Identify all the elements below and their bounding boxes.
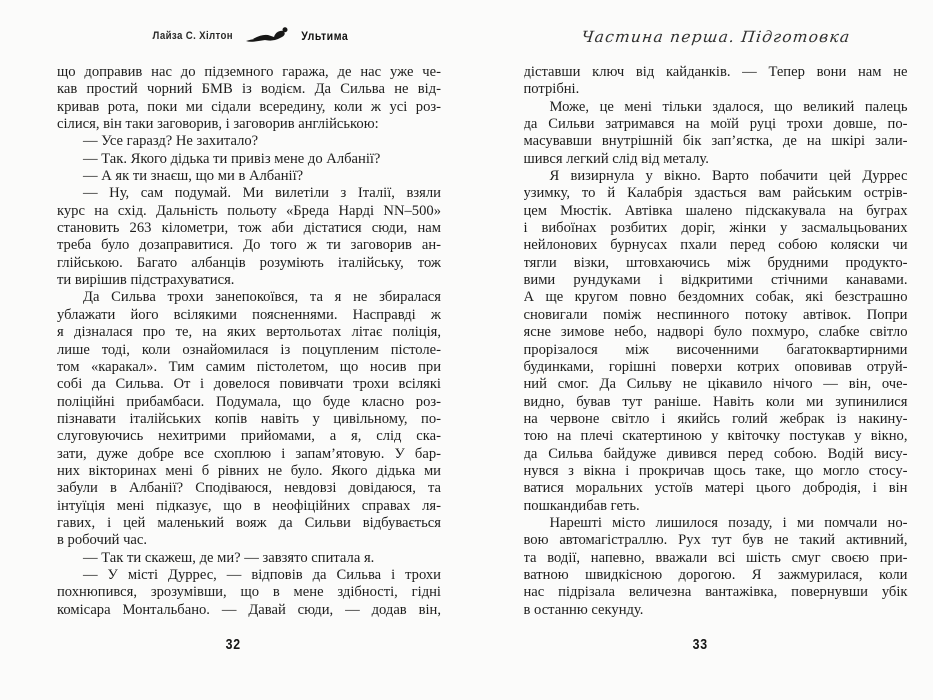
text-line: А ще кругом повно бездомних собак, які безстрашно: [523, 289, 908, 306]
text-line: том «каракал». Тим самим пістолетом, що носив при: [57, 358, 441, 375]
text-line: Нарешті місто лишилося позаду, і ми помчали но-: [549, 514, 908, 531]
text-line: курс на схід. Дальність польоту «Бреда Нарді NN–500»: [57, 202, 441, 219]
text-line: Я визирнула у вікно. Варто побачити цей Дуррес: [549, 168, 908, 185]
text-line: що доправив нас до підземного гаража, де нас уже че-: [57, 64, 441, 80]
text-line: вими рундуками і відкритими стічними канавами.: [523, 272, 908, 289]
text-line: зати, дуже добре все схоплюю і запам’ятовую. У бар-: [57, 445, 441, 462]
text-line: да Сильва байдуже дивився перед собою. Водій вису-: [523, 445, 908, 462]
text-line: вою автомагістраллю. Рух тут був не такий активний,: [523, 532, 908, 549]
page-number-right: 33: [692, 636, 708, 653]
text-line: пошкандибав геть.: [523, 497, 640, 514]
book-title: Ультима: [301, 29, 349, 43]
text-line: і вибоїнах розбитих доріг, жінки у засмальцьованих: [523, 220, 908, 237]
text-line: шився легкий слід від металу.: [523, 150, 709, 167]
text-line: ти вирішив підстрахуватися.: [57, 272, 235, 289]
page-body-right: [524, 64, 908, 619]
text-line: становить 263 кілометри, тож аби дістатися сюди, нам: [57, 220, 441, 237]
text-line: них вікторинах мені б рівних не було. Якого дідька ми: [57, 462, 441, 479]
text-line: нас підрізала величезна вантажівка, повернувши убік: [523, 584, 908, 601]
text-line: тою на плечі скатертиною у квіточку постукав у вікно,: [523, 428, 908, 445]
text-line: я дізналася про те, на яких вертольотах літає поліція,: [57, 324, 441, 341]
text-line: видно, бував тут раніше. Навіть коли ми зупинилися: [523, 393, 908, 410]
reclining-figure-icon: [245, 26, 291, 46]
page-body-left: [57, 64, 441, 619]
text-line: да Сильви затримався на моїй руці трохи довше, по-: [523, 116, 908, 133]
text-line: діставши ключ від кайданків. — Тепер вони нам не: [523, 64, 908, 80]
text-line: будинками, горішні поверхи котрих оповивав отруй-: [523, 358, 908, 375]
text-line: нувся з вікна і прокричав щось таке, що могло стосу-: [523, 462, 908, 479]
text-line: сілися, він таки заговорив, і заговорив англійською:: [57, 116, 379, 133]
part-title: Частина перша. Підготовка: [579, 28, 852, 46]
text-line: ублажати його всілякими поясненнями. Насправді ж: [57, 306, 441, 323]
text-line: нейлонових бурнусах пхали перед собою коляски чи: [523, 237, 908, 254]
text-line: в робочий час.: [57, 532, 148, 549]
text-line: Да Сильва трохи занепокоївся, та я не збиралася: [83, 289, 441, 306]
text-line: — Ну, сам подумай. Ми вилетіли з Італії, взяли: [83, 185, 441, 202]
text-line: комісара Монтальбано. — Давай сюди, — додав він,: [57, 601, 441, 618]
text-line: на червоне світло і якийсь голий жебрак із накину-: [523, 410, 908, 427]
chapter-header: [522, 28, 908, 46]
text-line: ватною швидкісною дорогою. Я зажмурилася, коли: [523, 566, 908, 583]
author-name: Лайза С. Хілтон: [152, 30, 233, 42]
text-line: забули в Албанії? Сподіваюся, невдовзі довідаюся, та: [57, 480, 441, 497]
text-line: похнюпився, зрозумівши, що в мене здібності, гідні: [57, 584, 441, 601]
text-line: в останню секунду.: [523, 601, 644, 618]
running-header: [57, 26, 441, 46]
text-line: кривав рота, поки ми сідали всередину, коли ж усі роз-: [57, 98, 441, 115]
text-line: лише тоді, коли ознайомилася із поцупленим пістоле-: [57, 341, 441, 358]
text-line: — Усе гаразд? Не захитало?: [83, 133, 259, 150]
text-line: сновигали поміж неспинного потоку автівок. Попри: [523, 306, 908, 323]
text-line: узимку, то й Калабрія здасться вам райським острів-: [523, 185, 908, 202]
text-line: слуговуючись нехитрими прийомами, а я, слід ска-: [57, 428, 441, 445]
text-line: собі да Сильва. От і довелося повивчати трохи всілякі: [57, 376, 441, 393]
text-line: ясне зимове небо, надворі було похмуро, слабке світло: [523, 324, 908, 341]
text-line: Може, це мені тільки здалося, що великий палець: [549, 98, 908, 115]
text-line: поліційні прибамбаси. Подумала, що буде класно роз-: [57, 393, 441, 410]
text-line: кав простий чорний БМВ із водієм. Да Сильва не від-: [57, 81, 441, 98]
text-line: пізнавати італійських копів навіть у цивільному, по-: [57, 410, 441, 427]
text-line: — Так. Якого дідька ти привіз мене до Албанії?: [83, 150, 381, 167]
text-line: та водії, напевно, вважали всі шість смуг своєю при-: [523, 549, 908, 566]
text-line: гавих, і цей маленький вояж да Сильви відбувається: [57, 514, 441, 531]
text-line: потрібні.: [523, 81, 580, 98]
page-number-left: 32: [225, 636, 241, 653]
page-right: [467, 0, 933, 700]
text-line: — А як ти знаєш, що ми в Албанії?: [83, 168, 304, 185]
text-line: ний смог. Да Сильву не цікавило нічого — він, оче-: [523, 376, 908, 393]
text-line: глійською. Багато албанців розуміють італійську, тож: [57, 254, 441, 271]
text-line: інтуїція мені підказує, що в неофіційних справах ля-: [57, 497, 441, 514]
text-line: — Так ти скажеш, де ми? — завзято спитала я.: [83, 549, 375, 566]
text-line: цем Мюстік. Автівка шалено підскакувала на буграх: [523, 202, 908, 219]
text-line: ватися моральних устоїв матері цього добродія, і він: [523, 480, 908, 497]
text-line: масувавши внутрішній бік зап’ястка, де на шкірі зали-: [523, 133, 908, 150]
text-line: прорізалося між височенними багатоквартирними: [523, 341, 908, 358]
text-line: — У місті Дуррес, — відповів да Сильва і трохи: [83, 566, 441, 583]
text-line: треба було дозаправитися. До того ж ти заговорив ан-: [57, 237, 441, 254]
text-line: тягли візки, штовхаючись між брудними продукто-: [523, 254, 908, 271]
